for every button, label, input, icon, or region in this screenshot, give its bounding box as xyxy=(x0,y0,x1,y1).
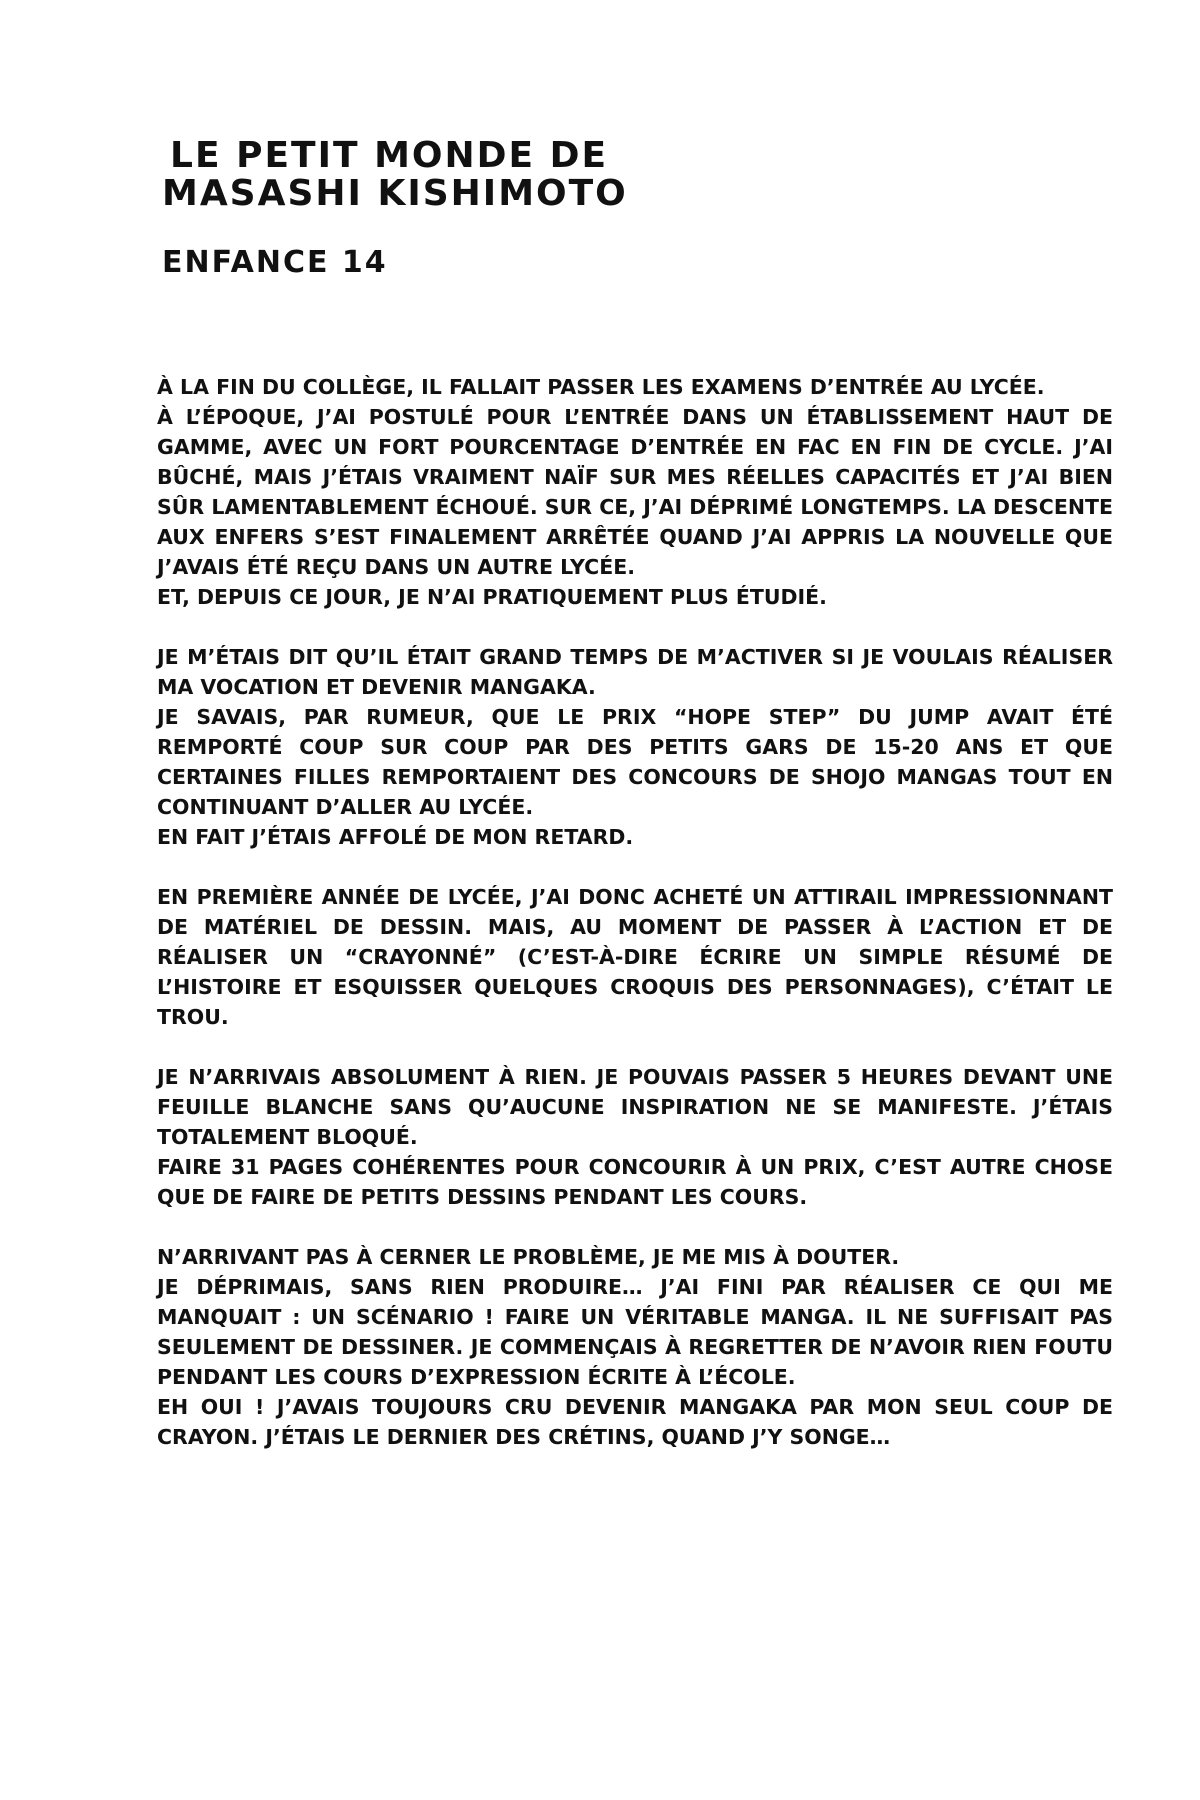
paragraph-2 xyxy=(157,642,1113,852)
text-line: EN PREMIÈRE ANNÉE DE LYCÉE, J’AI DONC ACHETÉ UN ATTIRAIL IMPRESSIONNANT DE MATÉRIEL DE DESSIN. MAIS, AU MOMENT DE PASSER À L’ACTION ET DE RÉALISER UN “CRAYONNÉ” (C’EST-À-DIRE ÉCRIRE UN SIMPLE RÉSUMÉ DE L’HISTOIRE ET ESQUISSER QUELQUES CROQUIS DES PERSONNAGES), C’ÉTAIT LE TROU. xyxy=(157,885,1113,1029)
title-block xyxy=(162,135,782,280)
paragraph-1 xyxy=(157,372,1113,612)
chapter-subtitle: ENFANCE 14 xyxy=(162,245,388,280)
text-line: À LA FIN DU COLLÈGE, IL FALLAIT PASSER LES EXAMENS D’ENTRÉE AU LYCÉE. xyxy=(157,375,1045,399)
text-line: JE N’ARRIVAIS ABSOLUMENT À RIEN. JE POUVAIS PASSER 5 HEURES DEVANT UNE FEUILLE BLANCHE SANS QU’AUCUNE INSPIRATION NE SE MANIFESTE. J’ÉTAIS TOTALEMENT BLOQUÉ. xyxy=(157,1065,1113,1149)
page-title-line-1: LE PETIT MONDE DE xyxy=(170,135,609,176)
text-line: JE M’ÉTAIS DIT QU’IL ÉTAIT GRAND TEMPS DE M’ACTIVER SI JE VOULAIS RÉALISER MA VOCATION ET DEVENIR MANGAKA. xyxy=(157,645,1113,699)
text-line: N’ARRIVANT PAS À CERNER LE PROBLÈME, JE ME MIS À DOUTER. xyxy=(157,1245,900,1269)
body-text xyxy=(157,372,1113,1482)
text-line: EH OUI ! J’AVAIS TOUJOURS CRU DEVENIR MANGAKA PAR MON SEUL COUP DE CRAYON. J’ÉTAIS LE DERNIER DES CRÉTINS, QUAND J’Y SONGE… xyxy=(157,1395,1113,1449)
text-line: FAIRE 31 PAGES COHÉRENTES POUR CONCOURIR À UN PRIX, C’EST AUTRE CHOSE QUE DE FAIRE DE PETITS DESSINS PENDANT LES COURS. xyxy=(157,1155,1113,1209)
paragraph-5 xyxy=(157,1242,1113,1452)
text-line: JE SAVAIS, PAR RUMEUR, QUE LE PRIX “HOPE STEP” DU JUMP AVAIT ÉTÉ REMPORTÉ COUP SUR COUP PAR DES PETITS GARS DE 15-20 ANS ET QUE CERTAINES FILLES REMPORTAIENT DES CONCOURS DE SHOJO MANGAS TOUT EN CONTINUANT D’ALLER AU LYCÉE. xyxy=(157,705,1113,819)
text-line: JE DÉPRIMAIS, SANS RIEN PRODUIRE… J’AI FINI PAR RÉALISER CE QUI ME MANQUAIT : UN SCÉNARIO ! FAIRE UN VÉRITABLE MANGA. IL NE SUFFISAIT PAS SEULEMENT DE DESSINER. JE COMMENÇAIS À REGRETTER DE N’AVOIR RIEN FOUTU PENDANT LES COURS D’EXPRESSION ÉCRITE À L’ÉCOLE. xyxy=(157,1275,1113,1389)
text-line: EN FAIT J’ÉTAIS AFFOLÉ DE MON RETARD. xyxy=(157,825,634,849)
page-title-line-2: MASASHI KISHIMOTO xyxy=(162,173,628,214)
paragraph-3 xyxy=(157,882,1113,1032)
text-line: ET, DEPUIS CE JOUR, JE N’AI PRATIQUEMENT PLUS ÉTUDIÉ. xyxy=(157,585,827,609)
text-line: À L’ÉPOQUE, J’AI POSTULÉ POUR L’ENTRÉE DANS UN ÉTABLISSEMENT HAUT DE GAMME, AVEC UN FORT POURCENTAGE D’ENTRÉE EN FAC EN FIN DE CYCLE. J’AI BÛCHÉ, MAIS J’ÉTAIS VRAIMENT NAÏF SUR MES RÉELLES CAPACITÉS ET J’AI BIEN SÛR LAMENTABLEMENT ÉCHOUÉ. SUR CE, J’AI DÉPRIMÉ LONGTEMPS. LA DESCENTE AUX ENFERS S’EST FINALEMENT ARRÊTÉE QUAND J’AI APPRIS LA NOUVELLE QUE J’AVAIS ÉTÉ REÇU DANS UN AUTRE LYCÉE. xyxy=(157,405,1113,579)
paragraph-4 xyxy=(157,1062,1113,1212)
